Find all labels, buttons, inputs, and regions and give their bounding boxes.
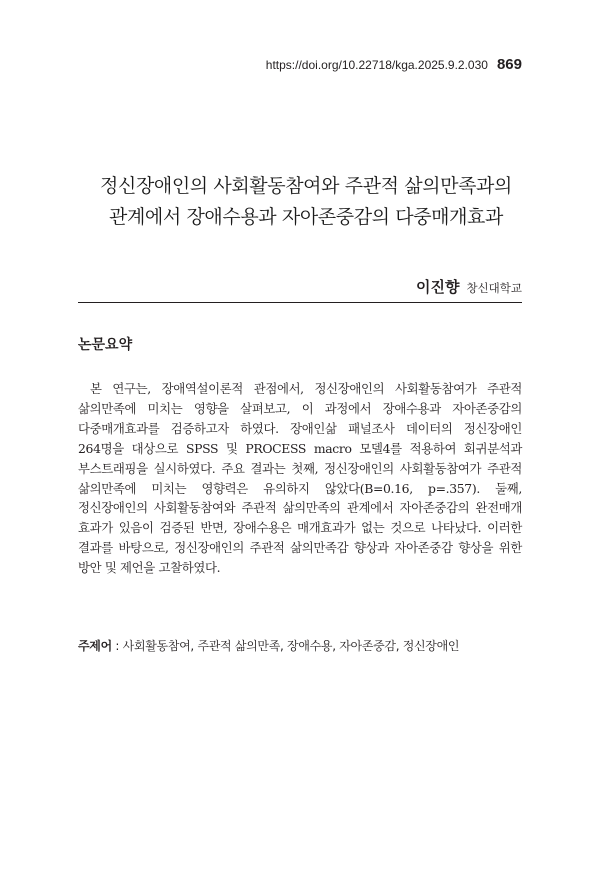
- abstract-body: 본 연구는, 장애역설이론적 관점에서, 정신장애인의 사회활동참여가 주관적 삶의만족에 미치는 영향을 살펴보고, 이 과정에서 장애수용과 자아존중감의 다중매개효과를 검증하고자 하였다. 장애인삶 패널조사 데이터의 정신장애인 264명을 대상으로 SPSS 및 PROCESS macro 모델4를 적용하여 회귀분석과 부스트래핑을 실시하였다. 주요 결과는 첫째, 정신장애인의 사회활동참여가 주관적 삶의만족에 미치는 영향력은 유의하지 않았다(B=0.16, p=.357). 둘째, 정신장애인의 사회활동참여와 주관적 삶의만족의 관계에서 자아존중감의 완전매개 효과가 있음이 검증된 반면, 장애수용은 매개효과가 없는 것으로 나타났다. 이러한 결과를 바탕으로, 정신장애인의 주관적 삶의만족감 향상과 자아존중감 향상을 위한 방안 및 제언을 고찰하였다.: [78, 381, 522, 576]
- page-number: 869: [496, 56, 522, 73]
- abstract-heading: 논문요약: [78, 337, 133, 353]
- title-line-1: 정신장애인의 사회활동참여와 주관적 삶의만족과의: [100, 175, 512, 197]
- divider: [78, 302, 522, 303]
- author-line: [416, 276, 522, 297]
- running-header: [266, 56, 522, 73]
- title-line-2: 관계에서 장애수용과 자아존중감의 다중매개효과: [109, 206, 503, 228]
- keywords: [78, 637, 528, 654]
- keywords-label: 주제어: [78, 639, 112, 653]
- author-name: 이진향: [415, 278, 460, 296]
- paper-title: [72, 171, 540, 233]
- keywords-separator: :: [111, 639, 123, 653]
- keywords-list: 사회활동참여, 주관적 삶의만족, 장애수용, 자아존중감, 정신장애인: [122, 639, 460, 653]
- author-affiliation: 창신대학교: [466, 281, 522, 295]
- doi-link[interactable]: https://doi.org/10.22718/kga.2025.9.2.030: [265, 58, 488, 72]
